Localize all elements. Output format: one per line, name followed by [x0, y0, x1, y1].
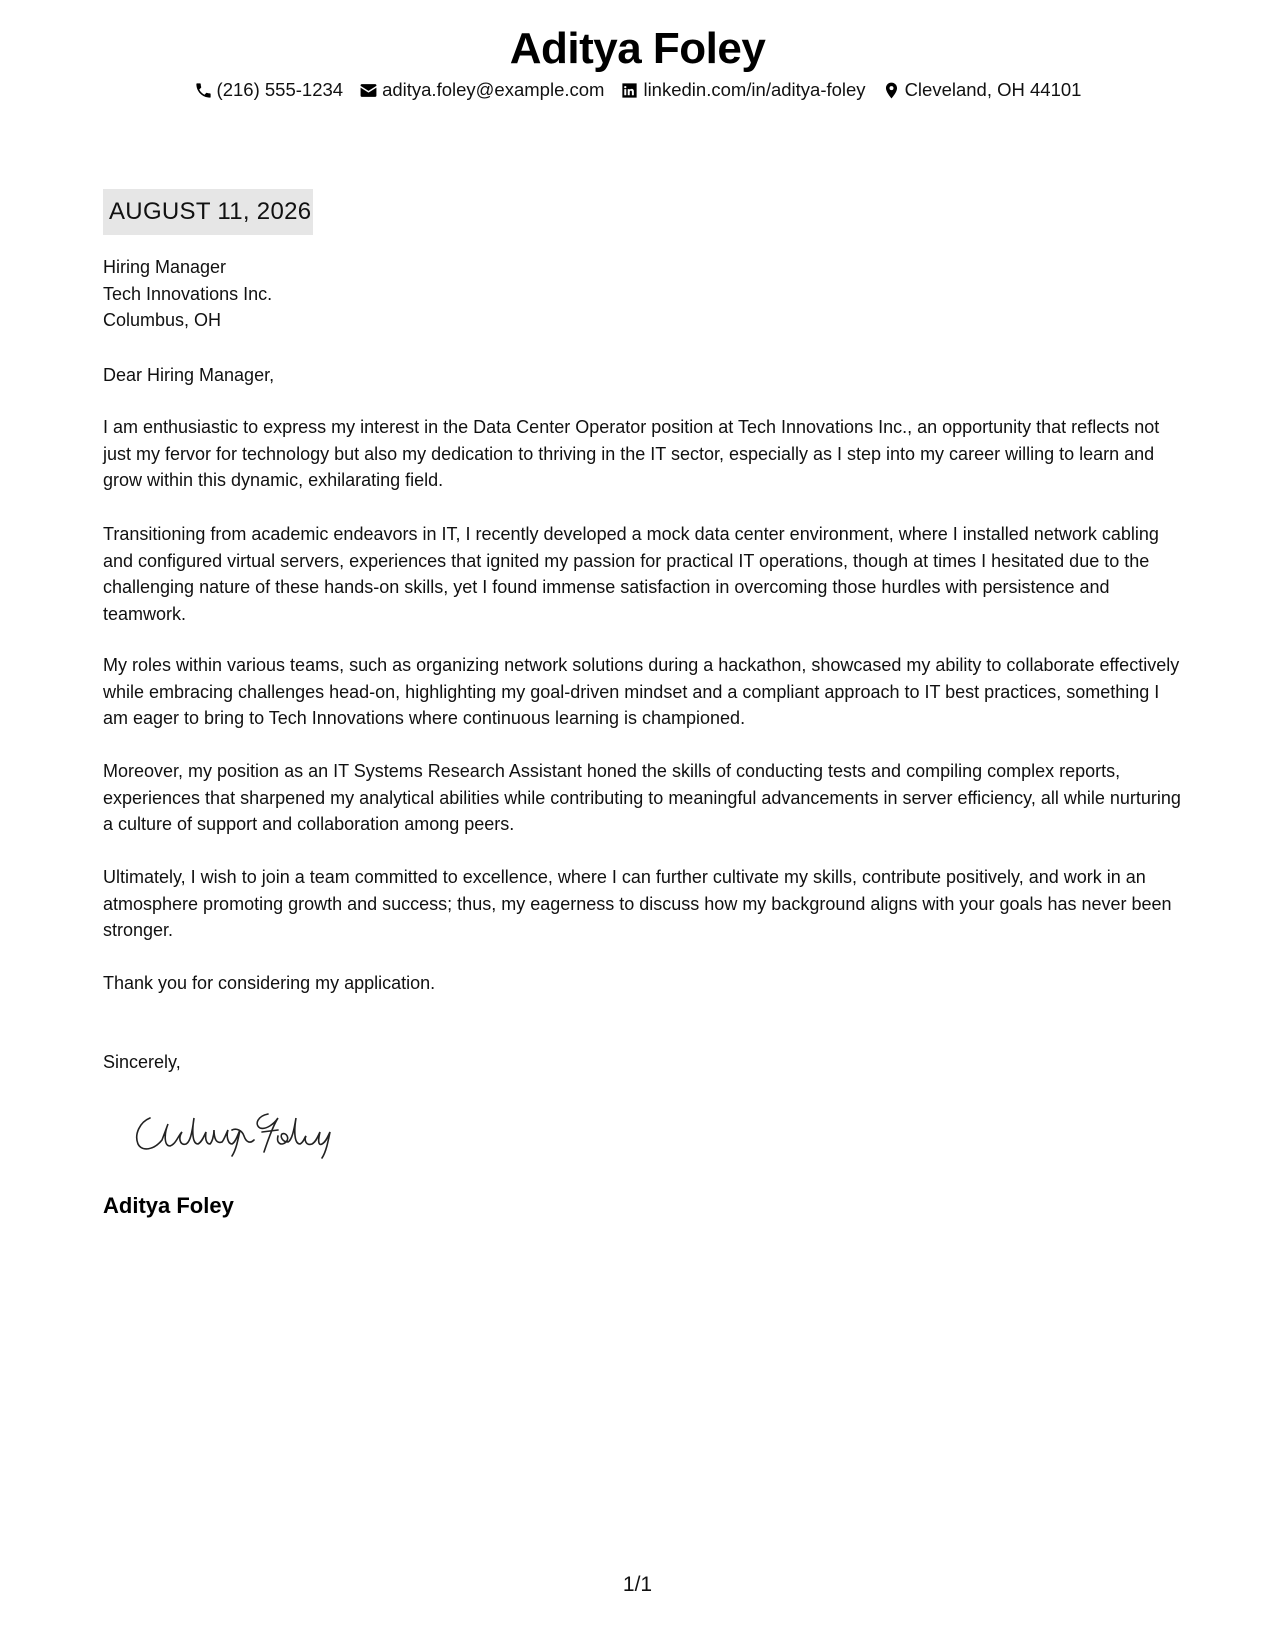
body-paragraph	[103, 864, 1183, 944]
contact-location	[882, 78, 1082, 102]
location-text: Cleveland, OH 44101	[904, 79, 1082, 100]
recipient-title: Hiring Manager	[103, 257, 227, 277]
recipient-company: Tech Innovations Inc.	[103, 283, 273, 304]
body-paragraph	[103, 758, 1183, 838]
paragraph-text: My roles within various teams, such as organizing network solutions during a hackathon, showcased my ability to collaborate effectively while embracing challenges head-on, highlighting my goal-driven mindset and a compliant approach to IT best practices, something I am eager to bring to Tech Innovations where continuous learning is championed.	[103, 655, 1180, 728]
recipient-city: Columbus, OH	[103, 310, 222, 330]
page-number: 1/1	[622, 1573, 653, 1596]
contact-bar	[0, 78, 1275, 102]
applicant-name-heading: Aditya Foley	[509, 24, 766, 73]
body-paragraph	[103, 414, 1183, 494]
map-pin-icon	[882, 81, 901, 100]
paragraph-text: Ultimately, I wish to join a team committed to excellence, where I can further cultivate my skills, contribute positively, and work in an atmosphere promoting growth and success; thus, my eagerness to discuss how my background aligns with your goals has never been stronger.	[103, 867, 1172, 940]
handwritten-signature	[128, 1100, 348, 1160]
letter-date: AUGUST 11, 2026	[103, 189, 313, 235]
linkedin-icon	[620, 81, 639, 100]
phone-icon	[194, 81, 213, 100]
contact-email	[359, 78, 604, 102]
recipient-block	[103, 254, 272, 334]
contact-phone	[194, 78, 344, 102]
phone-number: (216) 555-1234	[216, 79, 344, 100]
body-paragraph	[103, 521, 1183, 627]
paragraph-text: Transitioning from academic endeavors in IT, I recently developed a mock data center environment, where I installed network cabling and configured virtual servers, experiences that ignited my passion for practical IT operations, though at times I hesitated due to the challenging nature of these hands-on skills, yet I found immense satisfaction in overcoming those hurdles with persistence and teamwork.	[103, 524, 1159, 624]
paragraph-text: Moreover, my position as an IT Systems Research Assistant honed the skills of conducting tests and compiling complex reports, experiences that sharpened my analytical abilities while contributing to meaningful advancements in server efficiency, all while nurturing a culture of support and collaboration among peers.	[103, 761, 1181, 834]
thanks-line: Thank you for considering my application.	[103, 973, 436, 993]
email-address: aditya.foley@example.com	[382, 79, 605, 100]
paragraph-text: I am enthusiastic to express my interest in the Data Center Operator position at Tech Innovations Inc., an opportunity that reflects not just my fervor for technology but also my dedication to thriving in the IT sector, especially as I step into my career willing to learn and grow within this dynamic, exhilarating field.	[103, 417, 1160, 490]
salutation: Dear Hiring Manager,	[103, 365, 275, 385]
envelope-icon	[359, 81, 378, 100]
contact-linkedin	[620, 78, 865, 102]
linkedin-url: linkedin.com/in/aditya-foley	[643, 79, 866, 100]
closing-line: Sincerely,	[103, 1052, 181, 1072]
body-paragraph	[103, 652, 1183, 732]
signed-name: Aditya Foley	[103, 1193, 234, 1218]
